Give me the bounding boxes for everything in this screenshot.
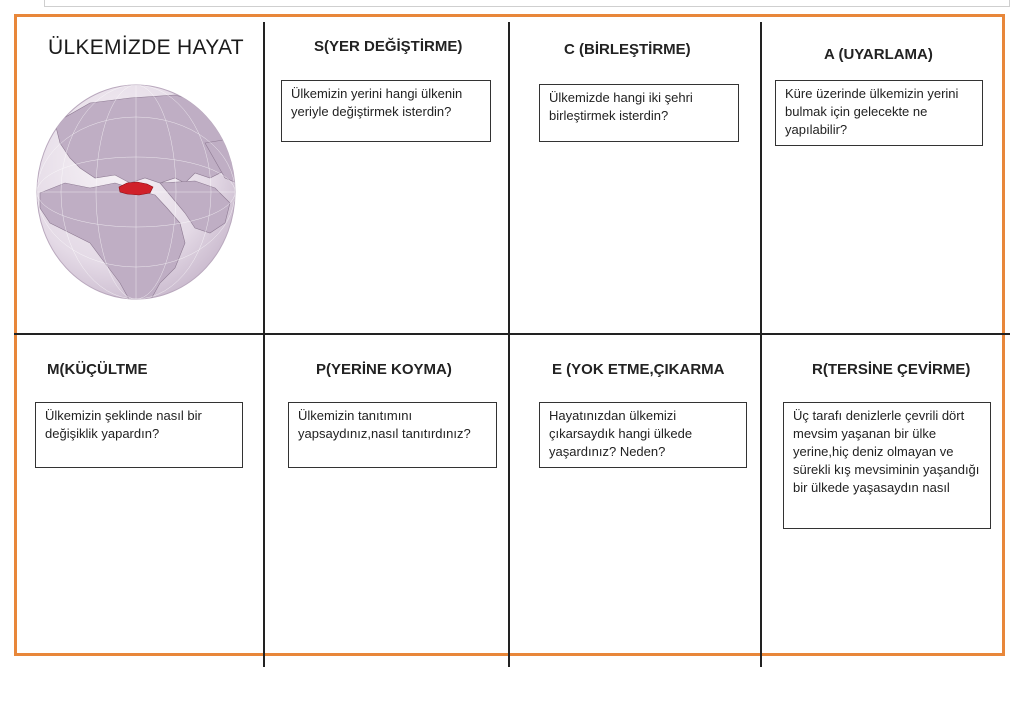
question-put-to-other-use: Ülkemizin tanıtımını yapsaydınız,nasıl tanıtırdınız? bbox=[288, 402, 497, 468]
heading-combine: C (BİRLEŞTİRME) bbox=[564, 41, 691, 58]
column-divider-2 bbox=[508, 22, 510, 667]
question-reverse: Üç tarafı denizlerle çevrili dört mevsim yaşanan bir ülke yerine,hiç deniz olmayan ve sürekli kış mevsiminin yaşandığı bir ülkede yaşasaydın nasıl bbox=[783, 402, 991, 529]
question-minify: Ülkemizin şeklinde nasıl bir değişiklik yapardın? bbox=[35, 402, 243, 468]
question-substitute: Ülkemizin yerini hangi ülkenin yeriyle değiştirmek isterdin? bbox=[281, 80, 491, 142]
background-page-edge bbox=[44, 0, 1010, 7]
heading-eliminate: E (YOK ETME,ÇIKARMA bbox=[552, 361, 725, 378]
heading-substitute: S(YER DEĞİŞTİRME) bbox=[314, 38, 463, 55]
column-divider-1 bbox=[263, 22, 265, 667]
question-adapt: Küre üzerinde ülkemizin yerini bulmak için gelecekte ne yapılabilir? bbox=[775, 80, 983, 146]
question-combine: Ülkemizde hangi iki şehri birleştirmek isterdin? bbox=[539, 84, 739, 142]
globe-image bbox=[35, 83, 237, 301]
heading-put-to-other-use: P(YERİNE KOYMA) bbox=[316, 361, 452, 378]
row-divider bbox=[14, 333, 1010, 335]
heading-adapt: A (UYARLAMA) bbox=[824, 46, 933, 63]
heading-reverse: R(TERSİNE ÇEVİRME) bbox=[812, 361, 971, 378]
heading-minify: M(KÜÇÜLTME bbox=[47, 361, 148, 378]
question-eliminate: Hayatınızdan ülkemizi çıkarsaydık hangi ülkede yaşardınız? Neden? bbox=[539, 402, 747, 468]
column-divider-3 bbox=[760, 22, 762, 667]
worksheet-title: ÜLKEMİZDE HAYAT bbox=[48, 36, 244, 59]
